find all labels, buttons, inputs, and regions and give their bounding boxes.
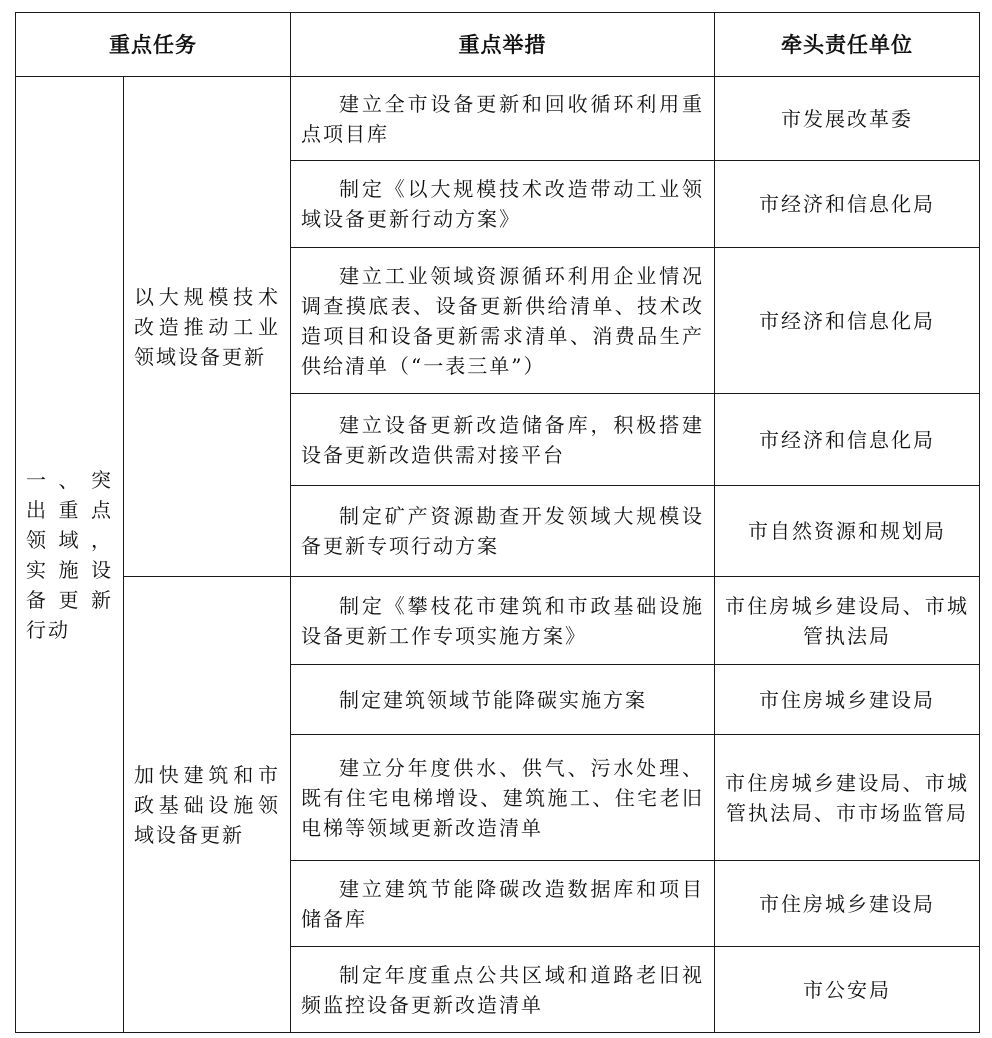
- measure-cell: 制定《攀枝花市建筑和市政基础设施设备更新工作专项实施方案》: [291, 577, 715, 665]
- measure-cell: 制定《以大规模技术改造带动工业领域设备更新行动方案》: [291, 161, 715, 248]
- measure-cell: 制定年度重点公共区域和道路老旧视频监控设备更新改造清单: [291, 947, 715, 1033]
- header-measure: 重点举措: [291, 13, 715, 77]
- measure-cell: 制定矿产资源勘查开发领域大规模设备更新专项行动方案: [291, 486, 715, 577]
- subtask-cell: 以大规模技术改造推动工业领域设备更新: [124, 77, 291, 577]
- unit-cell: 市住房城乡建设局、市城管执法局、市市场监管局: [715, 735, 980, 861]
- task-table: [15, 12, 980, 1033]
- unit-cell: 市公安局: [715, 947, 980, 1033]
- unit-cell: 市经济和信息化局: [715, 161, 980, 248]
- measure-cell: 建立分年度供水、供气、污水处理、既有住宅电梯增设、建筑施工、住宅老旧电梯等领域更新改造清单: [291, 735, 715, 861]
- unit-cell: 市自然资源和规划局: [715, 486, 980, 577]
- header-unit: 牵头责任单位: [715, 13, 980, 77]
- unit-cell: 市经济和信息化局: [715, 248, 980, 394]
- unit-cell: 市经济和信息化局: [715, 394, 980, 486]
- unit-cell: 市住房城乡建设局: [715, 665, 980, 735]
- table-row: [16, 77, 980, 161]
- measure-cell: 建立工业领域资源循环利用企业情况调查摸底表、设备更新供给清单、技术改造项目和设备更新需求清单、消费品生产供给清单（“一表三单”）: [291, 248, 715, 394]
- measure-cell: 建立设备更新改造储备库，积极搭建设备更新改造供需对接平台: [291, 394, 715, 486]
- table-row: [16, 577, 980, 665]
- unit-cell: 市住房城乡建设局、市城管执法局: [715, 577, 980, 665]
- measure-cell: 制定建筑领域节能降碳实施方案: [291, 665, 715, 735]
- header-row: [16, 13, 980, 77]
- header-task: 重点任务: [16, 13, 291, 77]
- unit-cell: 市发展改革委: [715, 77, 980, 161]
- subtask-cell: 加快建筑和市政基础设施领域设备更新: [124, 577, 291, 1033]
- measure-cell: 建立全市设备更新和回收循环利用重点项目库: [291, 77, 715, 161]
- unit-cell: 市住房城乡建设局: [715, 861, 980, 947]
- measure-cell: 建立建筑节能降碳改造数据库和项目储备库: [291, 861, 715, 947]
- category-cell: 一、突出重点领域，实施设备更新行动: [16, 77, 124, 1033]
